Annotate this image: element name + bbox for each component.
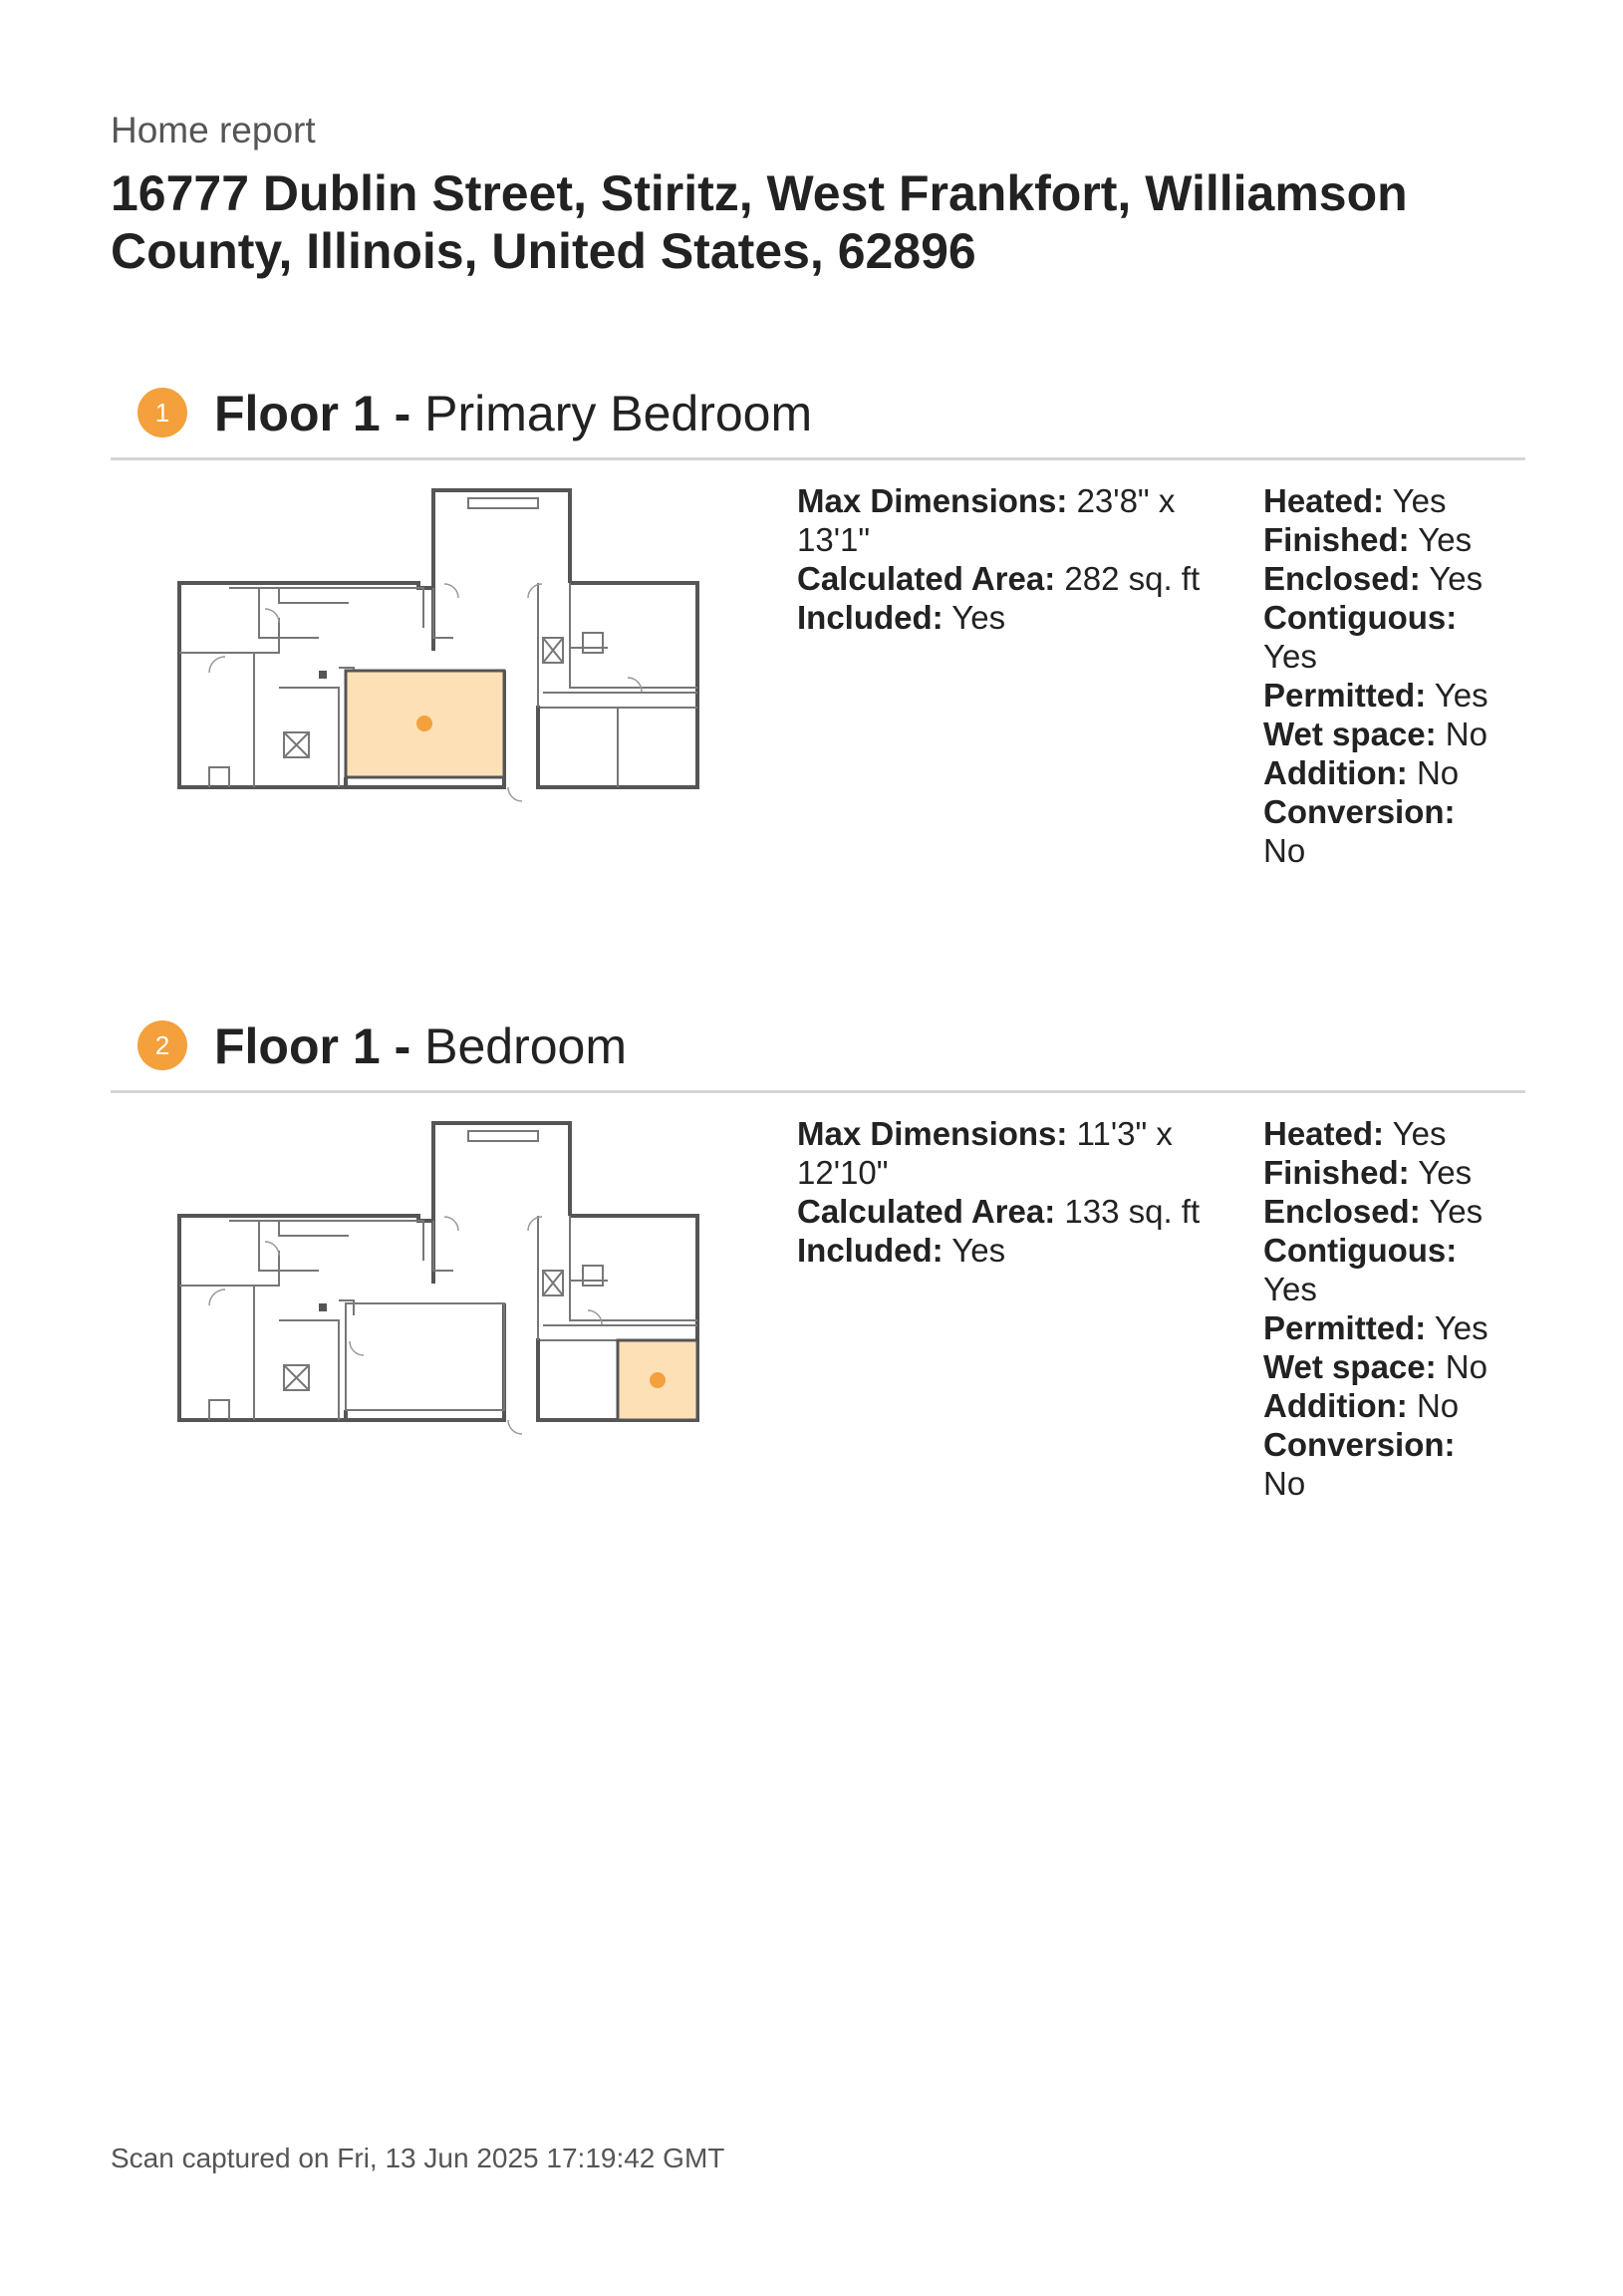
floor-label: Floor 1	[214, 1018, 381, 1074]
room-name: Bedroom	[424, 1018, 628, 1074]
flag-permitted: Permitted: Yes	[1263, 1309, 1488, 1346]
room-title	[214, 374, 812, 453]
flag-conversion: Conversion: No	[1263, 1426, 1456, 1502]
room-flags	[1263, 481, 1502, 870]
room-specs	[797, 1114, 1216, 1270]
floor-plan-diagram	[169, 488, 707, 807]
floor-label: Floor 1	[214, 386, 381, 441]
flag-conversion: Conversion: No	[1263, 793, 1456, 869]
flag-wet-space: Wet space: No	[1263, 1348, 1488, 1385]
room-section-2	[0, 1006, 1623, 1565]
room-number-badge: 2	[137, 1020, 187, 1070]
spec-included: Included: Yes	[797, 1232, 1006, 1269]
flag-enclosed: Enclosed: Yes	[1263, 1193, 1484, 1230]
spec-calculated-area: Calculated Area: 282 sq. ft	[797, 560, 1201, 597]
flag-addition: Addition: No	[1263, 754, 1460, 791]
flag-heated: Heated: Yes	[1263, 1115, 1447, 1152]
spec-max-dimensions: Max Dimensions: 11'3" x 12'10"	[797, 1115, 1173, 1191]
report-kicker: Home report	[111, 110, 316, 150]
room-section-1	[0, 374, 1623, 932]
title-separator: -	[380, 1018, 425, 1074]
title-separator: -	[380, 386, 425, 441]
spec-max-dimensions: Max Dimensions: 23'8" x 13'1"	[797, 482, 1176, 558]
flag-wet-space: Wet space: No	[1263, 716, 1488, 752]
room-name: Primary Bedroom	[424, 386, 813, 441]
flag-finished: Finished: Yes	[1263, 1154, 1473, 1191]
spec-calculated-area: Calculated Area: 133 sq. ft	[797, 1193, 1201, 1230]
flag-heated: Heated: Yes	[1263, 482, 1447, 519]
property-address: 16777 Dublin Street, Stiritz, West Frankfort, Williamson County, Illinois, United States, 62896	[111, 165, 1408, 279]
section-divider	[111, 457, 1525, 460]
room-header	[111, 1006, 1525, 1086]
flag-finished: Finished: Yes	[1263, 521, 1473, 558]
spec-included: Included: Yes	[797, 599, 1006, 636]
flag-addition: Addition: No	[1263, 1387, 1460, 1424]
flag-contiguous: Contiguous: Yes	[1263, 1232, 1458, 1307]
room-flags	[1263, 1114, 1502, 1503]
floor-plan-diagram	[169, 1121, 707, 1440]
room-title	[214, 1006, 627, 1086]
section-divider	[111, 1090, 1525, 1093]
room-header	[111, 374, 1525, 453]
room-specs	[797, 481, 1216, 637]
flag-enclosed: Enclosed: Yes	[1263, 560, 1484, 597]
flag-permitted: Permitted: Yes	[1263, 677, 1488, 714]
flag-contiguous: Contiguous: Yes	[1263, 599, 1458, 675]
room-number-badge: 1	[137, 388, 187, 437]
scan-timestamp: Scan captured on Fri, 13 Jun 2025 17:19:42 GMT	[111, 2143, 725, 2173]
